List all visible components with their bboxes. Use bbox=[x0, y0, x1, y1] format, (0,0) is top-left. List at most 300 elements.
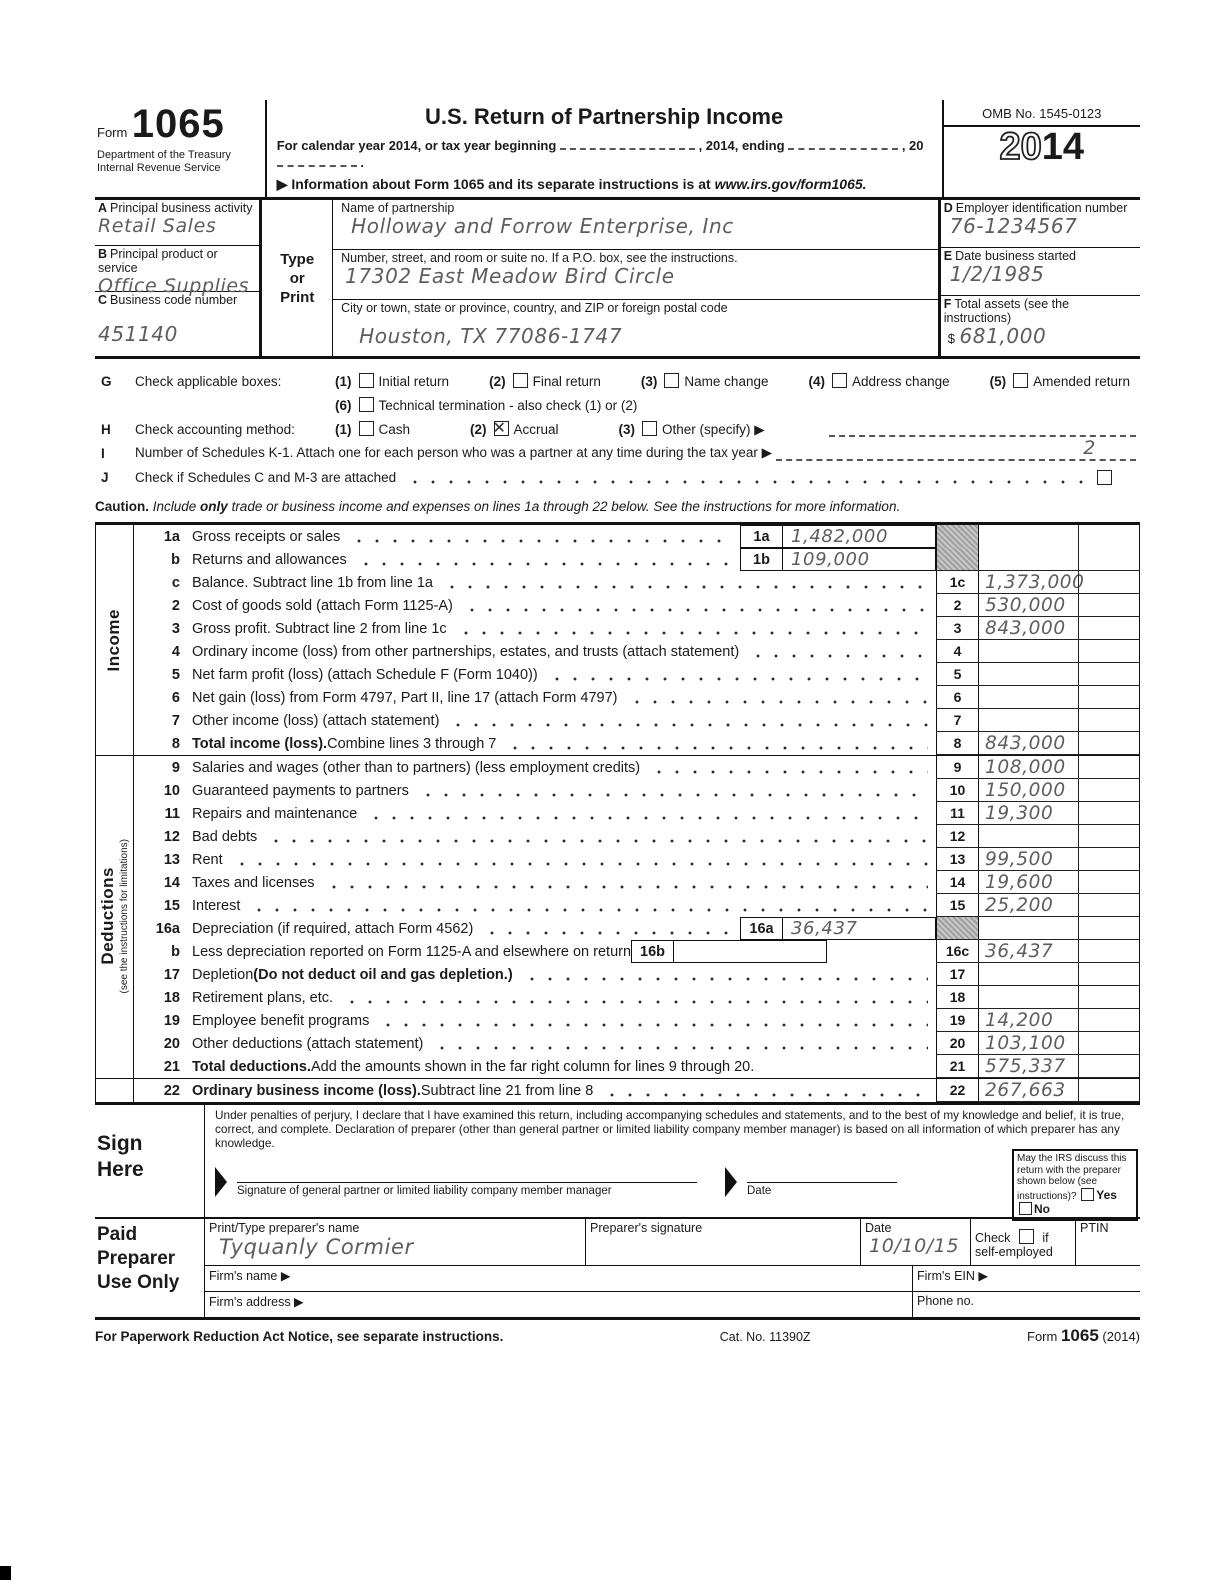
line-label: Employee benefit programs bbox=[192, 1012, 370, 1029]
checkbox-item-label: Final return bbox=[532, 374, 601, 389]
cents-cell[interactable] bbox=[1078, 686, 1140, 709]
partner-signature-line[interactable] bbox=[237, 1164, 697, 1183]
inline-entry-box bbox=[740, 917, 936, 940]
table-row bbox=[95, 1055, 1140, 1078]
line-h-items bbox=[335, 421, 1140, 438]
amount-cell[interactable] bbox=[978, 548, 1078, 571]
checkbox[interactable] bbox=[832, 373, 847, 388]
amount-cell[interactable] bbox=[978, 617, 1078, 640]
checkbox-item-number: (3) bbox=[618, 421, 636, 437]
checkbox-item-label: Amended return bbox=[1033, 374, 1130, 389]
cents-cell[interactable] bbox=[1078, 825, 1140, 848]
k1-count-input[interactable] bbox=[776, 437, 1136, 461]
dot-leaders bbox=[749, 640, 928, 658]
form-header bbox=[95, 100, 1140, 200]
cents-cell[interactable] bbox=[1078, 1032, 1140, 1055]
line-number: 20 bbox=[163, 1035, 180, 1052]
dot-leaders bbox=[463, 594, 928, 612]
table-row bbox=[95, 1032, 1140, 1055]
type-word: Type bbox=[280, 250, 315, 268]
city-value[interactable]: Houston, TX 77086-1747 bbox=[359, 324, 623, 348]
cents-cell[interactable] bbox=[1078, 802, 1140, 825]
line-item bbox=[134, 709, 936, 732]
inline-entry-value[interactable]: 36,437 bbox=[791, 918, 858, 939]
checkbox-item bbox=[335, 373, 449, 389]
amount-cell[interactable] bbox=[978, 686, 1078, 709]
table-row bbox=[95, 548, 1140, 571]
total-assets-cell bbox=[941, 296, 1140, 356]
info-line bbox=[277, 176, 932, 193]
checkbox[interactable] bbox=[359, 373, 374, 388]
other-method-input[interactable] bbox=[829, 421, 1136, 437]
line-item bbox=[134, 525, 936, 548]
field-f-label: Total assets (see the instructions) bbox=[943, 297, 1070, 325]
cents-cell[interactable] bbox=[1078, 779, 1140, 802]
line-label: Repairs and maintenance bbox=[192, 805, 358, 822]
dot-leaders bbox=[449, 709, 928, 727]
line-code-cell: 22 bbox=[936, 1079, 978, 1102]
field-c-label: Business code number bbox=[110, 293, 238, 307]
line-number: 22 bbox=[163, 1082, 180, 1099]
cents-cell[interactable] bbox=[1078, 548, 1140, 571]
table-row bbox=[95, 963, 1140, 986]
amount-cell[interactable] bbox=[978, 894, 1078, 917]
checkbox-item-number: (4) bbox=[808, 374, 826, 389]
paperwork-notice: For Paperwork Reduction Act Notice, see separate instructions. bbox=[95, 1329, 504, 1344]
line-item bbox=[134, 779, 936, 802]
line-item bbox=[134, 871, 936, 894]
line-code-cell: 13 bbox=[936, 848, 978, 871]
line-label: Net farm profit (loss) (attach Schedule F (Form 1040)) bbox=[192, 666, 538, 683]
checkbox[interactable] bbox=[359, 421, 374, 436]
table-row bbox=[95, 755, 1140, 779]
amount-value[interactable]: 19,600 bbox=[985, 871, 1054, 893]
line-label-rest: Combine lines 3 through 7 bbox=[327, 735, 497, 752]
line-code-cell: 14 bbox=[936, 871, 978, 894]
line-number: c bbox=[171, 574, 180, 591]
line-code-cell: 12 bbox=[936, 825, 978, 848]
inline-entry-value[interactable]: 1,482,000 bbox=[791, 526, 889, 547]
line-number: 16a bbox=[155, 920, 180, 937]
line-g-row1 bbox=[95, 369, 1140, 393]
entity-info bbox=[95, 200, 1140, 359]
field-a-letter: A bbox=[98, 201, 108, 215]
tax-year-yy-input[interactable] bbox=[277, 153, 357, 167]
line-number: 19 bbox=[163, 1012, 180, 1029]
line-number: 4 bbox=[171, 643, 180, 660]
table-row bbox=[95, 1009, 1140, 1032]
preparer-name-value[interactable]: Tyquanly Cormier bbox=[219, 1235, 414, 1259]
table-row bbox=[95, 825, 1140, 848]
table-row bbox=[95, 940, 1140, 963]
cents-cell[interactable] bbox=[1078, 709, 1140, 732]
amount-cell[interactable] bbox=[978, 917, 1078, 940]
line-label: Bad debts bbox=[192, 828, 258, 845]
cents-cell[interactable] bbox=[1078, 917, 1140, 940]
line-label-bold: Total income (loss). bbox=[192, 735, 328, 752]
shaded-cell bbox=[936, 525, 978, 548]
dot-leaders bbox=[506, 732, 928, 750]
amount-value[interactable]: 843,000 bbox=[985, 617, 1066, 639]
may-irs-no-checkbox[interactable] bbox=[1019, 1202, 1032, 1215]
street-cell bbox=[333, 250, 938, 300]
form-number: 1065 bbox=[131, 102, 225, 146]
checkbox-item-number: (5) bbox=[989, 374, 1007, 389]
cents-cell[interactable] bbox=[1078, 756, 1140, 779]
line-label: Depreciation (if required, attach Form 4562) bbox=[192, 920, 474, 937]
tax-year-period: . bbox=[360, 155, 364, 170]
date-started-value[interactable]: 1/2/1985 bbox=[949, 262, 1045, 286]
total-assets-value[interactable]: 681,000 bbox=[959, 324, 1047, 348]
sign-date-line[interactable] bbox=[747, 1164, 897, 1183]
form-title: U.S. Return of Partnership Income bbox=[425, 104, 784, 129]
if-word: if bbox=[1042, 1231, 1049, 1245]
table-rows bbox=[95, 525, 1140, 1105]
footer-form-number: 1065 bbox=[1060, 1326, 1099, 1345]
principal-activity-value[interactable]: Retail Sales bbox=[98, 215, 217, 237]
cents-cell[interactable] bbox=[1078, 848, 1140, 871]
amount-cell[interactable] bbox=[978, 732, 1078, 755]
line-code-cell: 17 bbox=[936, 963, 978, 986]
preparer-signature-cell[interactable] bbox=[585, 1219, 860, 1265]
line-number: 5 bbox=[171, 666, 180, 683]
checkbox-item-label: Technical termination - also check (1) or (2) bbox=[378, 398, 638, 413]
cents-cell[interactable] bbox=[1078, 871, 1140, 894]
self-employed-checkbox[interactable] bbox=[1019, 1229, 1034, 1244]
line-j-leaders bbox=[406, 465, 1084, 484]
date-arrow-icon bbox=[725, 1167, 737, 1197]
line-item bbox=[134, 1009, 936, 1032]
line-item bbox=[134, 732, 936, 755]
sign-here-section bbox=[95, 1105, 1140, 1219]
table-row bbox=[95, 871, 1140, 894]
cents-cell[interactable] bbox=[1078, 1055, 1140, 1078]
amount-value[interactable]: 843,000 bbox=[985, 732, 1066, 754]
line-label: Taxes and licenses bbox=[192, 874, 315, 891]
may-irs-text: May the IRS discuss this return with the preparer shown below (see instructions)? bbox=[1017, 1153, 1127, 1202]
checkbox-item bbox=[470, 421, 559, 437]
dollar-sign: $ bbox=[947, 331, 955, 346]
business-code-value[interactable]: 451140 bbox=[98, 322, 178, 346]
checkbox-item bbox=[641, 373, 769, 389]
amount-cell[interactable] bbox=[978, 871, 1078, 894]
line-label-bold: Ordinary business income (loss). bbox=[192, 1082, 421, 1099]
cents-cell[interactable] bbox=[1078, 640, 1140, 663]
k1-count-value[interactable]: 2 bbox=[1083, 437, 1096, 459]
checkbox-item bbox=[809, 373, 950, 389]
field-b-label: Principal product or service bbox=[98, 247, 218, 275]
checkbox-item-number: (6) bbox=[335, 398, 352, 413]
checkbox[interactable] bbox=[513, 373, 528, 388]
street-value[interactable]: 17302 East Meadow Bird Circle bbox=[345, 264, 675, 288]
firm-ein-cell[interactable] bbox=[912, 1266, 1140, 1291]
checkbox[interactable] bbox=[359, 397, 374, 412]
checkbox-item-label: Cash bbox=[378, 422, 411, 437]
line-code-cell: 15 bbox=[936, 894, 978, 917]
principal-product-value[interactable]: Office Supplies bbox=[98, 275, 250, 297]
principal-activity-cell bbox=[95, 200, 259, 246]
preparer-row-2 bbox=[205, 1266, 1140, 1292]
table-row bbox=[95, 525, 1140, 548]
line-code-cell: 11 bbox=[936, 802, 978, 825]
amount-cell[interactable] bbox=[978, 1055, 1078, 1078]
inline-entry-value[interactable]: 109,000 bbox=[791, 549, 870, 570]
amount-cell[interactable] bbox=[978, 1032, 1078, 1055]
line-item bbox=[134, 686, 936, 709]
cents-cell[interactable] bbox=[1078, 1079, 1140, 1102]
amount-cell[interactable] bbox=[978, 640, 1078, 663]
tax-year-begin-input[interactable] bbox=[560, 136, 695, 150]
cents-cell[interactable] bbox=[1078, 732, 1140, 755]
amount-value[interactable]: 25,200 bbox=[985, 894, 1054, 916]
dot-leaders bbox=[325, 871, 928, 889]
partnership-name-cell bbox=[333, 200, 938, 250]
line-item bbox=[134, 756, 936, 779]
line-number: 18 bbox=[163, 989, 180, 1006]
self-employed-word: self-employed bbox=[975, 1245, 1053, 1259]
dot-leaders bbox=[603, 1079, 928, 1097]
cents-cell[interactable] bbox=[1078, 894, 1140, 917]
cents-cell[interactable] bbox=[1078, 940, 1140, 963]
table-row bbox=[95, 594, 1140, 617]
line-number: 9 bbox=[171, 759, 180, 776]
amount-cell[interactable] bbox=[978, 594, 1078, 617]
line-label: Gross profit. Subtract line 2 from line 1c bbox=[192, 620, 447, 637]
checkbox[interactable] bbox=[642, 421, 657, 436]
line-number: 6 bbox=[171, 689, 180, 706]
amount-cell[interactable] bbox=[978, 940, 1078, 963]
amount-value[interactable]: 14,200 bbox=[985, 1009, 1054, 1031]
amount-cell[interactable] bbox=[978, 986, 1078, 1009]
amount-value[interactable]: 1,373,000 bbox=[985, 571, 1085, 593]
line-item bbox=[134, 848, 936, 871]
date-started-cell bbox=[941, 248, 1140, 296]
line-number: 8 bbox=[171, 735, 180, 752]
amount-cell[interactable] bbox=[978, 756, 1078, 779]
checkbox-item bbox=[990, 373, 1130, 389]
line-code-cell: 6 bbox=[936, 686, 978, 709]
amount-cell[interactable] bbox=[978, 1009, 1078, 1032]
self-employed-cell bbox=[970, 1219, 1075, 1265]
may-irs-yes-checkbox[interactable] bbox=[1081, 1188, 1094, 1201]
cents-cell[interactable] bbox=[1078, 617, 1140, 640]
phone-cell[interactable] bbox=[912, 1292, 1140, 1317]
field-f-letter: F bbox=[943, 297, 952, 311]
income-section-label: Income bbox=[104, 608, 123, 672]
cents-cell[interactable] bbox=[1078, 571, 1140, 594]
catalog-number: Cat. No. 11390Z bbox=[719, 1330, 811, 1344]
line-number: 7 bbox=[171, 712, 180, 729]
firm-name-cell[interactable] bbox=[205, 1266, 912, 1291]
checkbox[interactable] bbox=[1013, 373, 1028, 388]
field-d-letter: D bbox=[943, 201, 953, 215]
tax-year-pre: For calendar year 2014, or tax year beginning bbox=[276, 138, 557, 153]
preparer-date-value[interactable]: 10/10/15 bbox=[869, 1235, 960, 1257]
amount-cell[interactable] bbox=[978, 848, 1078, 871]
line-label: Balance. Subtract line 1b from line 1a bbox=[192, 574, 433, 591]
line-code-cell: 18 bbox=[936, 986, 978, 1009]
schedules-c-m3-checkbox[interactable] bbox=[1097, 470, 1112, 485]
shaded-cell bbox=[936, 548, 978, 571]
firm-address-cell[interactable] bbox=[205, 1292, 912, 1317]
dot-leaders bbox=[457, 617, 928, 635]
line-code-cell: 21 bbox=[936, 1055, 978, 1078]
entity-right-col bbox=[941, 200, 1140, 356]
amount-value[interactable]: 575,337 bbox=[985, 1055, 1066, 1077]
line-label: Cost of goods sold (attach Form 1125-A) bbox=[192, 597, 453, 614]
inline-entry-number: 1a bbox=[741, 526, 783, 547]
firm-address-label: Firm's address ▶ bbox=[209, 1295, 304, 1309]
line-label: Salaries and wages (other than to partners) (less employment credits) bbox=[192, 759, 641, 776]
line-code-cell: 8 bbox=[936, 732, 978, 755]
amount-value[interactable]: 103,100 bbox=[985, 1032, 1066, 1054]
paid-preparer-grid bbox=[205, 1219, 1140, 1317]
line-number: 1a bbox=[163, 528, 180, 545]
dot-leaders bbox=[443, 571, 928, 589]
amount-cell[interactable] bbox=[978, 709, 1078, 732]
line-code-cell: 3 bbox=[936, 617, 978, 640]
line-g-text: Check applicable boxes: bbox=[135, 373, 282, 389]
dot-leaders bbox=[419, 779, 928, 797]
table-row bbox=[95, 617, 1140, 640]
preparer-row-3 bbox=[205, 1292, 1140, 1317]
line-label: Rent bbox=[192, 851, 223, 868]
amount-cell[interactable] bbox=[978, 1079, 1078, 1102]
line-number: 10 bbox=[163, 782, 180, 799]
amount-value[interactable]: 150,000 bbox=[985, 779, 1066, 801]
may-irs-discuss-box bbox=[1012, 1149, 1138, 1221]
cents-cell[interactable] bbox=[1078, 986, 1140, 1009]
tax-year-end-input[interactable] bbox=[788, 136, 898, 150]
ptin-cell[interactable] bbox=[1075, 1219, 1140, 1265]
sign-date-block bbox=[747, 1164, 897, 1197]
footer-form-word: Form bbox=[1027, 1329, 1058, 1344]
dot-leaders bbox=[433, 1032, 928, 1050]
line-item bbox=[134, 1079, 936, 1102]
checkbox-item-label: Other (specify) ▶ bbox=[662, 421, 765, 437]
agency-line-1: Department of the Treasury bbox=[97, 149, 231, 161]
line-number: b bbox=[171, 943, 180, 960]
line-number: 21 bbox=[163, 1058, 180, 1075]
field-e-letter: E bbox=[943, 249, 953, 263]
cents-cell[interactable] bbox=[1078, 525, 1140, 548]
amount-cell[interactable] bbox=[978, 802, 1078, 825]
line-item bbox=[134, 1055, 936, 1078]
amount-value[interactable]: 99,500 bbox=[985, 848, 1054, 870]
form-content bbox=[95, 100, 1140, 1346]
street-label: Number, street, and room or suite no. If a P.O. box, see the instructions. bbox=[341, 251, 738, 265]
type-or-print-label bbox=[262, 200, 333, 356]
amount-cell[interactable] bbox=[978, 525, 1078, 548]
footer-form-year: (2014) bbox=[1102, 1329, 1140, 1344]
field-a-label: Principal business activity bbox=[110, 201, 253, 215]
dot-leaders bbox=[548, 663, 928, 681]
line-item bbox=[134, 963, 936, 986]
checkbox-item-number: (2) bbox=[489, 374, 506, 389]
amount-value[interactable]: 108,000 bbox=[985, 756, 1066, 778]
cents-cell[interactable] bbox=[1078, 963, 1140, 986]
checkbox-checked[interactable] bbox=[494, 421, 509, 436]
table-row bbox=[95, 779, 1140, 802]
checkbox-item bbox=[335, 421, 410, 437]
field-c-letter: C bbox=[98, 293, 108, 307]
line-item bbox=[134, 594, 936, 617]
firm-name-label: Firm's name ▶ bbox=[209, 1269, 291, 1283]
line-label-rest: Subtract line 21 from line 8 bbox=[420, 1082, 594, 1099]
inline-entry-box bbox=[740, 548, 936, 571]
line-label-bold: Total deductions. bbox=[192, 1058, 311, 1075]
line-number: 12 bbox=[163, 828, 180, 845]
partnership-name-value[interactable]: Holloway and Forrow Enterprise, Inc bbox=[351, 214, 734, 238]
checkbox[interactable] bbox=[664, 373, 679, 388]
line-g-item6 bbox=[335, 397, 1140, 413]
line-item bbox=[134, 917, 936, 940]
line-item bbox=[134, 986, 936, 1009]
city-label: City or town, state or province, country, and ZIP or foreign postal code bbox=[341, 301, 728, 315]
no-label: No bbox=[1034, 1202, 1050, 1216]
checkbox-item-number: (2) bbox=[470, 422, 487, 437]
year-outline: 20 bbox=[999, 126, 1042, 168]
amount-cell[interactable] bbox=[978, 779, 1078, 802]
line-g-letter: G bbox=[101, 373, 112, 389]
line-i-row bbox=[95, 437, 1140, 465]
amount-cell[interactable] bbox=[978, 663, 1078, 686]
entity-main-col bbox=[333, 200, 941, 356]
or-word: or bbox=[289, 269, 305, 287]
page-footer bbox=[95, 1326, 1140, 1346]
entity-left-col bbox=[95, 200, 262, 356]
table-row bbox=[95, 848, 1140, 871]
cents-cell[interactable] bbox=[1078, 594, 1140, 617]
amount-value[interactable]: 530,000 bbox=[985, 594, 1066, 616]
table-row bbox=[95, 732, 1140, 755]
line-label: Retirement plans, etc. bbox=[192, 989, 334, 1006]
paid-preparer-section bbox=[95, 1219, 1140, 1320]
line-h-letter: H bbox=[101, 421, 111, 437]
line-label: Guaranteed payments to partners bbox=[192, 782, 409, 799]
sign-here-content bbox=[205, 1105, 1140, 1217]
line-h-row bbox=[95, 417, 1140, 441]
line-label-rest: Add the amounts shown in the far right column for lines 9 through 20. bbox=[310, 1058, 755, 1075]
cents-cell[interactable] bbox=[1078, 663, 1140, 686]
line-number: 2 bbox=[171, 597, 180, 614]
check-word: Check bbox=[975, 1231, 1011, 1245]
line-j-text: Check if Schedules C and M-3 are attached bbox=[135, 469, 397, 485]
field-e-label: Date business started bbox=[955, 249, 1077, 263]
ptin-label: PTIN bbox=[1080, 1221, 1109, 1235]
inline-entry-value[interactable] bbox=[674, 941, 826, 962]
amount-cell[interactable] bbox=[978, 825, 1078, 848]
cents-cell[interactable] bbox=[1078, 1009, 1140, 1032]
dot-leaders bbox=[483, 917, 732, 935]
line-code-cell: 5 bbox=[936, 663, 978, 686]
amount-cell[interactable] bbox=[978, 963, 1078, 986]
table-row bbox=[95, 986, 1140, 1009]
firm-ein-label: Firm's EIN ▶ bbox=[917, 1269, 989, 1283]
partner-signature-caption: Signature of general partner or limited liability company member manager bbox=[237, 1185, 612, 1197]
table-row bbox=[95, 894, 1140, 917]
signature-row bbox=[215, 1164, 1132, 1197]
line-label: Other deductions (attach statement) bbox=[192, 1035, 424, 1052]
amount-value[interactable]: 36,437 bbox=[985, 940, 1054, 962]
amount-cell[interactable] bbox=[978, 571, 1085, 594]
amount-value[interactable]: 19,300 bbox=[985, 802, 1054, 824]
amount-value[interactable]: 267,663 bbox=[985, 1079, 1066, 1101]
partner-signature-block bbox=[237, 1164, 697, 1197]
ein-value[interactable]: 76-1234567 bbox=[949, 214, 1078, 238]
line-j-row bbox=[95, 465, 1140, 489]
year-solid: 14 bbox=[1041, 126, 1085, 168]
